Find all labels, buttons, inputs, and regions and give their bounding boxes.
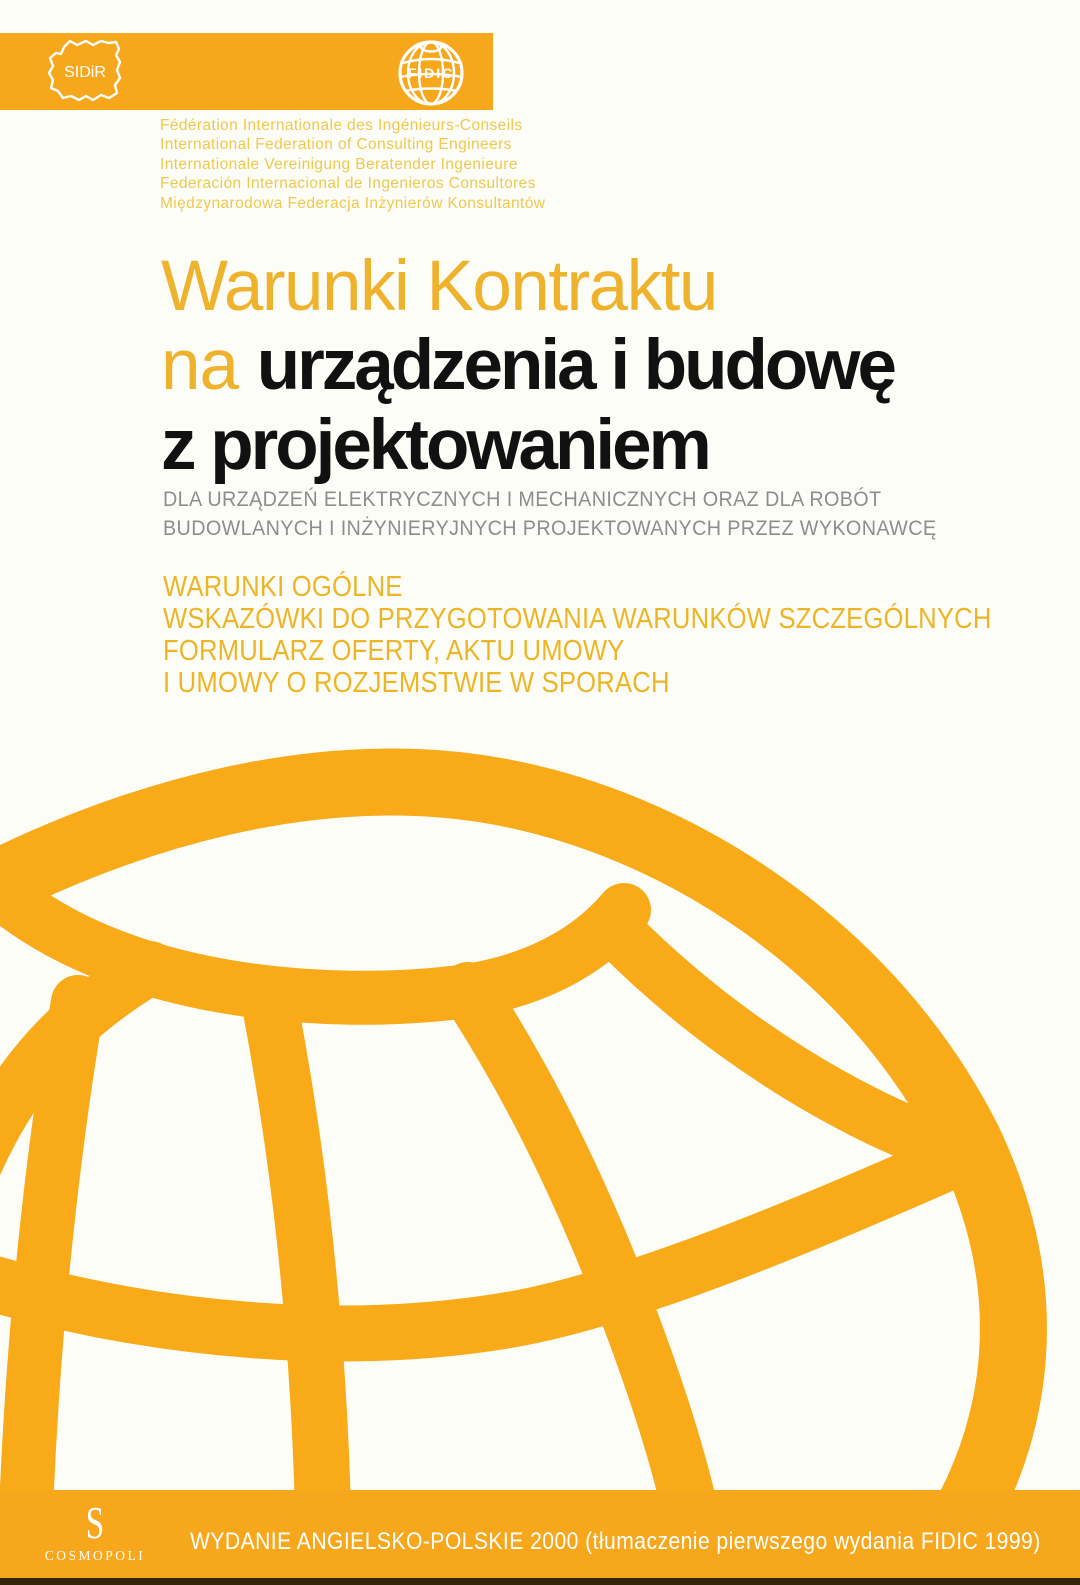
federation-line: Międzynarodowa Federacja Inżynierów Konsultantów <box>160 194 546 212</box>
contents-list <box>163 571 1080 699</box>
federation-line: Fédération Internationale des Ingénieurs-Conseils <box>160 117 523 134</box>
title-line-2 <box>161 325 894 406</box>
globe-meridian-arc <box>268 995 323 1510</box>
fidic-globe-logo-icon <box>392 29 470 113</box>
header-bar <box>0 33 493 110</box>
federation-line: International Federation of Consulting Engineers <box>160 136 512 154</box>
contents-line: WSKAZÓWKI DO PRZYGOTOWANIA WARUNKÓW SZCZEGÓLNYCH <box>163 603 992 635</box>
page-bottom-edge <box>0 1578 1080 1585</box>
contents-line: WARUNKI OGÓLNE <box>163 571 403 603</box>
publisher-mark <box>30 1497 160 1575</box>
subtitle-line: DLA URZĄDZEŃ ELEKTRYCZNYCH I MECHANICZNYCH ORAZ DLA ROBÓT <box>163 487 882 511</box>
publisher-name: COSMOPOLI <box>44 1548 146 1563</box>
contents-line: I UMOWY O ROZJEMSTWIE W SPORACH <box>163 667 670 699</box>
federation-line: Federación Internacional de Ingenieros Consultores <box>160 175 536 193</box>
federation-names <box>160 116 560 213</box>
edition-note: WYDANIE ANGIELSKO-POLSKIE 2000 (tłumaczenie pierwszego wydania FIDIC 1999) <box>190 1528 1041 1555</box>
globe-latitude-arc <box>0 1158 958 1333</box>
subtitle-line: BUDOWLANYCH I INŻYNIERYJNYCH PROJEKTOWANYCH PRZEZ WYKONAWCĘ <box>163 516 937 540</box>
globe-limb-arc <box>0 782 1013 1550</box>
fidic-label: FIDIC <box>407 65 455 81</box>
federation-line: Internationale Vereinigung Beratender Ingenieure <box>160 155 518 173</box>
publisher-glyph: S <box>85 1497 105 1548</box>
title-line-2-accent: na <box>161 326 257 405</box>
title-line-2-bold: urządzenia i budowę <box>256 326 894 405</box>
subtitle <box>163 485 991 543</box>
title-line-3: z projektowaniem <box>161 406 709 485</box>
globe-meridian-arc <box>468 990 690 1510</box>
sidir-label: SIDiR <box>64 64 106 81</box>
sidir-poland-logo-icon <box>46 36 124 106</box>
globe-graphic <box>0 700 1080 1585</box>
title-line-1: Warunki Kontraktu <box>161 247 717 326</box>
contents-line: FORMULARZ OFERTY, AKTU UMOWY <box>163 635 625 667</box>
